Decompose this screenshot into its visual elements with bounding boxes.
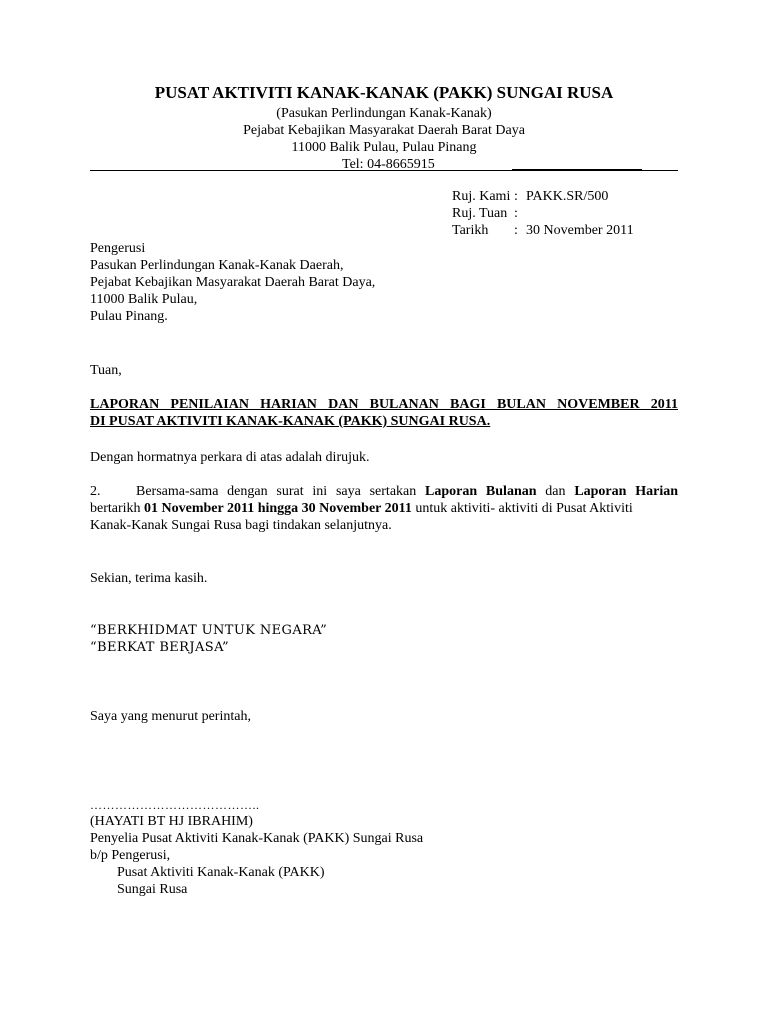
signature-line: ………………………………….. (90, 798, 260, 812)
subject-line: LAPORAN PENILAIAN HARIAN DAN BULANAN BAGI BULAN NOVEMBER 2011 (90, 397, 678, 412)
ref-your (452, 205, 634, 222)
office-name: Pejabat Kebajikan Masyarakat Daerah Barat Daya (243, 123, 525, 138)
ref-colon: : (514, 189, 518, 204)
ref-date-label: Tarikh (452, 223, 489, 238)
text-run-bold: Laporan Bulanan (425, 484, 537, 499)
motto-line: “BERKAT BERJASA” (90, 640, 230, 655)
text-run: untuk aktiviti- aktiviti di Pusat Aktiviti (411, 501, 633, 516)
ref-date (452, 222, 634, 239)
text-run: bertarikh (90, 501, 145, 516)
header-divider (90, 170, 678, 171)
motto-line: “BERKHIDMAT UNTUK NEGARA” (90, 623, 328, 638)
sign-off: Saya yang menurut perintah, (90, 709, 251, 724)
motto-block (90, 622, 327, 656)
subject-line: DI PUSAT AKTIVITI KANAK-KANAK (PAKK) SUNGAI RUSA. (90, 414, 491, 429)
paragraph-2-line (90, 500, 678, 517)
signatory-org: Sungai Rusa (117, 882, 188, 897)
text-run: Bersama-sama dengan surat ini saya sertakan (136, 484, 426, 499)
paragraph-1: Dengan hormatnya perkara di atas adalah dirujuk. (90, 450, 370, 465)
text-run: dan (536, 484, 575, 499)
sub-organization: (Pasukan Perlindungan Kanak-Kanak) (276, 106, 492, 121)
salutation: Tuan, (90, 363, 122, 378)
recipient-line: 11000 Balik Pulau, (90, 292, 198, 307)
recipient-line: Pejabat Kebajikan Masyarakat Daerah Barat Daya, (90, 275, 376, 290)
organization-name: PUSAT AKTIVITI KANAK-KANAK (PAKK) SUNGAI RUSA (154, 83, 614, 102)
paragraph-number: 2. (90, 484, 101, 499)
recipient-line: Pulau Pinang. (90, 309, 168, 324)
letterhead (90, 83, 678, 173)
ref-colon: : (514, 206, 518, 221)
text-run-bold: Laporan Harian (574, 484, 678, 499)
recipient-line: Pengerusi (90, 241, 146, 256)
reference-block (452, 188, 634, 239)
signatory-on-behalf: b/p Pengerusi, (90, 848, 171, 863)
subject-heading (90, 396, 678, 430)
ref-our-label: Ruj. Kami (452, 189, 511, 204)
ref-colon: : (514, 223, 518, 238)
paragraph-2 (90, 483, 678, 534)
paragraph-2-line: Kanak-Kanak Sungai Rusa bagi tindakan selanjutnya. (90, 518, 392, 533)
telephone-number: Tel: 04-8665915 (342, 157, 435, 172)
ref-your-label: Ruj. Tuan (452, 206, 508, 221)
recipient-address (90, 240, 375, 325)
paragraph-2-line (90, 483, 678, 500)
signatory-org: Pusat Aktiviti Kanak-Kanak (PAKK) (117, 865, 325, 880)
office-address: 11000 Balik Pulau, Pulau Pinang (291, 140, 477, 155)
signatory-name: (HAYATI BT HJ IBRAHIM) (90, 814, 253, 829)
ref-our-value: PAKK.SR/500 (526, 189, 609, 204)
signatory-block (90, 813, 423, 898)
ref-our (452, 188, 634, 205)
ref-date-value: 30 November 2011 (526, 223, 634, 238)
signatory-title: Penyelia Pusat Aktiviti Kanak-Kanak (PAKK) Sungai Rusa (90, 831, 424, 846)
recipient-line: Pasukan Perlindungan Kanak-Kanak Daerah, (90, 258, 344, 273)
closing-line: Sekian, terima kasih. (90, 571, 208, 586)
text-run-bold: 01 November 2011 hingga 30 November 2011 (144, 501, 412, 516)
